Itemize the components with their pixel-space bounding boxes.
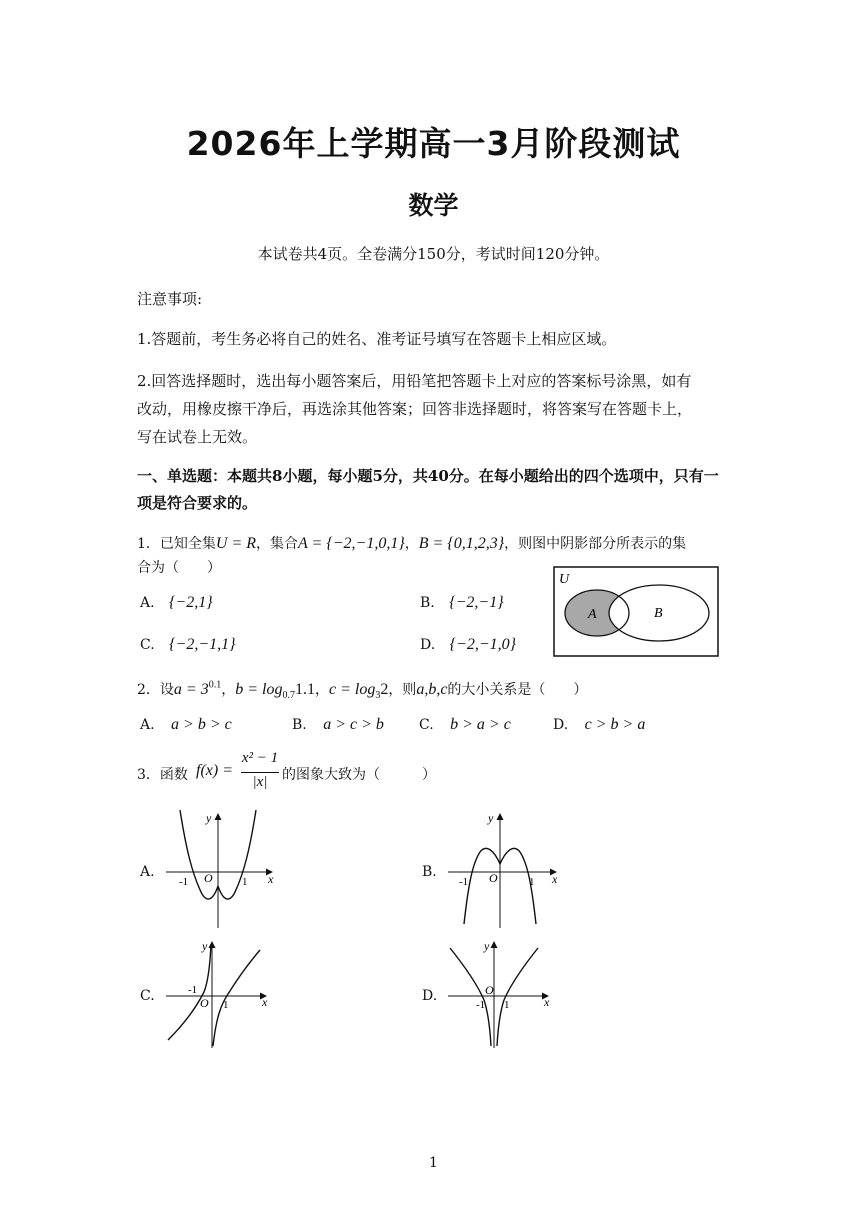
option-value: a > b > c — [171, 716, 232, 733]
q3-graph-b[interactable] — [444, 808, 562, 932]
x-label: x — [268, 872, 274, 886]
q2-b-def — [235, 681, 315, 702]
set-u-label: U — [559, 572, 570, 587]
q1-text-3: ，则图中阴影部分所表示的集 — [504, 536, 687, 552]
option-label: C. — [419, 717, 434, 733]
q2-text-1: 设 — [159, 682, 174, 698]
q2-option-a[interactable] — [140, 716, 232, 734]
q3-text-1: 函数 — [159, 767, 188, 783]
x-label: x — [544, 995, 550, 1009]
y-label: y — [206, 811, 212, 825]
function-curve-right — [213, 950, 260, 1046]
origin-label: O — [485, 983, 494, 997]
notice-1: 1.答题前，考生务必将自己的姓名、准考证号填写在答题卡上相应区域。 — [137, 330, 617, 348]
one-label: 1 — [223, 999, 229, 1011]
one-label: 1 — [529, 876, 535, 888]
q3-denominator: |x| — [252, 774, 268, 790]
origin-label: O — [204, 871, 213, 885]
q3-numerator: x² − 1 — [241, 750, 279, 766]
set-a-label: A — [588, 607, 597, 622]
notice-2-line-2: 改动，用橡皮擦干净后，再选涂其他答案；回答非选择题时，将答案写在答题卡上， — [137, 400, 693, 418]
q2-a-base: a = 3 — [173, 681, 209, 698]
q3-option-c-label[interactable]: C. — [140, 988, 155, 1004]
page-number: 1 — [429, 1155, 438, 1171]
q1-option-c[interactable] — [140, 636, 236, 654]
q2-option-d[interactable] — [553, 716, 645, 734]
option-value: b > a > c — [450, 716, 511, 733]
neg-one-label: -1 — [459, 876, 469, 888]
q2-a-def — [174, 681, 221, 698]
q3-option-d-label[interactable]: D. — [422, 988, 438, 1004]
q3-graph-c[interactable] — [162, 938, 274, 1050]
section-heading-line-2: 项是符合要求的。 — [137, 494, 258, 512]
exam-title: 2026年上学期高一3月阶段测试 — [186, 124, 681, 163]
question-1-number: 1． — [137, 536, 160, 552]
q1-set-b: B = {0,1,2,3} — [418, 535, 505, 552]
q3-function-name: f(x) = — [196, 762, 233, 779]
q2-option-c[interactable] — [419, 716, 511, 734]
option-label: B. — [420, 595, 435, 611]
q2-variables: a,b,c — [416, 681, 448, 698]
q2-b-prefix: b = log — [235, 681, 283, 698]
question-2-stem — [137, 679, 587, 701]
y-label: y — [202, 939, 208, 953]
option-value: {−2,1} — [169, 594, 213, 611]
q2-a-exponent: 0.1 — [208, 679, 222, 691]
q1-option-a[interactable] — [140, 594, 213, 612]
q2-b-base: 0.7 — [282, 690, 295, 702]
q3-graph-d[interactable] — [444, 938, 556, 1050]
q1-universal-set: U = R — [215, 535, 257, 552]
q2-text-2: ，则 — [388, 682, 417, 698]
q1-text-4: 合为（ ） — [137, 560, 221, 576]
option-value: {−2,−1,1} — [169, 636, 236, 653]
neg-one-label: -1 — [179, 876, 189, 888]
function-curve-left — [450, 948, 491, 1046]
x-label: x — [552, 872, 558, 886]
neg-one-label: -1 — [476, 999, 486, 1011]
q3-text-2: 的图象大致为（ ） — [282, 767, 436, 783]
notice-2-line-3: 写在试卷上无效。 — [137, 428, 258, 446]
q2-sep-2: ， — [314, 682, 329, 698]
q1-option-b[interactable] — [420, 594, 504, 612]
option-value: {−2,−1,0} — [449, 636, 517, 653]
q2-c-argument: 2 — [380, 681, 389, 698]
question-2-number: 2． — [137, 682, 160, 698]
q3-option-a-label[interactable]: A. — [140, 864, 155, 880]
q3-number-text — [137, 764, 188, 784]
one-label: 1 — [504, 999, 510, 1011]
q1-set-a: A = {−2,−1,0,1} — [298, 535, 405, 552]
question-3-number: 3． — [137, 767, 160, 783]
subject-title: 数学 — [408, 191, 459, 220]
q3-option-b-label[interactable]: B. — [422, 864, 437, 880]
q2-c-def — [328, 681, 389, 702]
origin-label: O — [489, 871, 498, 885]
section-heading-line-1: 一、单选题：本题共8小题，每小题5分，共40分。在每小题给出的四个选项中，只有一 — [137, 467, 719, 485]
q1-text-1: 已知全集 — [159, 536, 216, 552]
x-label: x — [262, 995, 268, 1009]
option-value: {−2,−1} — [449, 594, 504, 611]
q3-graph-a[interactable] — [162, 808, 278, 932]
q2-c-base: 3 — [375, 690, 381, 702]
set-b-label: B — [654, 606, 663, 621]
q1-option-d[interactable] — [420, 636, 516, 654]
function-curve-right — [497, 948, 538, 1046]
q2-b-argument: 1.1 — [294, 681, 315, 698]
venn-diagram — [553, 566, 719, 658]
notice-heading: 注意事项: — [137, 290, 203, 308]
y-label: y — [488, 811, 494, 825]
option-value: c > b > a — [584, 716, 646, 733]
origin-label: O — [200, 996, 209, 1010]
q2-sep-1: ， — [221, 682, 236, 698]
q1-sep: ， — [404, 536, 419, 552]
q2-text-3: 的大小关系是（ ） — [447, 682, 588, 698]
option-value: a > c > b — [323, 716, 384, 733]
one-label: 1 — [242, 876, 248, 888]
question-1-stem — [137, 533, 686, 553]
q3-fraction-bar — [241, 772, 279, 773]
neg-one-label: -1 — [188, 984, 198, 996]
notice-2-line-1: 2.回答选择题时，选出每小题答案后，用铅笔把答题卡上对应的答案标号涂黑，如有 — [137, 372, 692, 390]
option-label: C. — [140, 637, 155, 653]
option-label: A. — [140, 717, 155, 733]
exam-summary: 本试卷共4页。全卷满分150分，考试时间120分钟。 — [257, 245, 610, 263]
q2-c-prefix: c = log — [328, 681, 376, 698]
option-label: A. — [140, 595, 155, 611]
option-label: D. — [420, 637, 436, 653]
q2-option-b[interactable] — [292, 716, 384, 734]
option-label: B. — [292, 717, 307, 733]
option-label: D. — [553, 717, 569, 733]
q1-text-2: ，集合 — [256, 536, 299, 552]
y-label: y — [484, 939, 490, 953]
